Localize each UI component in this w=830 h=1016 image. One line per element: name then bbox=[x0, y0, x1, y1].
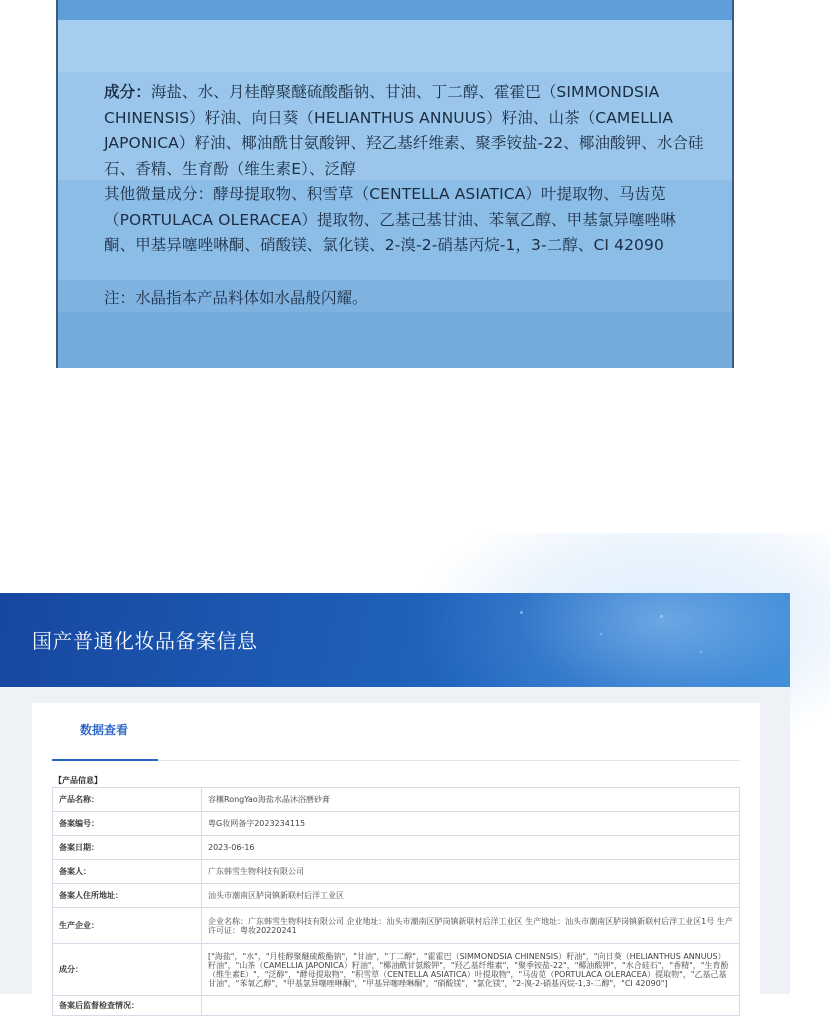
table-row bbox=[53, 860, 740, 884]
row-value: 企业名称：广东韩雪生物科技有限公司 企业地址：汕头市潮南区胪岗镇新联村后洋工业区 生产地址：汕头市潮南区胪岗镇新联村后洋工业区1号 生产许可证：粤妆20220241 bbox=[202, 908, 740, 944]
info-card bbox=[32, 703, 760, 1010]
row-key: 备案后监督检查情况： bbox=[53, 996, 202, 1016]
section-title: 【产品信息】 bbox=[54, 776, 102, 785]
panel-band bbox=[58, 312, 732, 368]
ingredients-main-text: 海盐、水、月桂醇聚醚硫酸酯钠、甘油、丁二醇、霍霍巴（SIMMONDSIA CHINENSIS）籽油、向日葵（HELIANTHUS ANNUUS）籽油、山茶（CAMELLIA JAPONICA）籽油、椰油酰甘氨酸钾、羟乙基纤维素、聚季铵盐-22、椰油酸钾、水合硅石、香精、生育酚（维生素E）、泛醇 bbox=[104, 83, 704, 178]
row-key: 产品名称： bbox=[53, 788, 202, 812]
row-key: 备案人： bbox=[53, 860, 202, 884]
row-value bbox=[202, 996, 740, 1016]
row-value: 2023-06-16 bbox=[202, 836, 740, 860]
row-key: 备案人住所地址： bbox=[53, 884, 202, 908]
table-row bbox=[53, 996, 740, 1016]
ingredients-trace-text: 其他微量成分：酵母提取物、积雪草（CENTELLA ASIATICA）叶提取物、马齿苋（PORTULACA OLERACEA）提取物、乙基己基甘油、苯氧乙醇、甲基氯异噻唑啉酮、甲基异噻唑啉酮、硝酸镁、氯化镁、2-溴-2-硝基丙烷-1，3-二醇、CI 42090 bbox=[104, 185, 676, 254]
tab-active-indicator bbox=[52, 759, 158, 761]
table-row bbox=[53, 812, 740, 836]
registration-body bbox=[0, 687, 790, 1010]
ingredients-text bbox=[104, 80, 704, 259]
table-row bbox=[53, 908, 740, 944]
row-key: 生产企业： bbox=[53, 908, 202, 944]
row-value: 汕头市潮南区胪岗镇新联村后洋工业区 bbox=[202, 884, 740, 908]
panel-top-band-light bbox=[58, 20, 732, 72]
header-dot bbox=[600, 633, 602, 635]
table-row bbox=[53, 836, 740, 860]
row-value: 容穰RongYao海盐水晶沐浴磨砂膏 bbox=[202, 788, 740, 812]
ingredients-note: 注：水晶指本产品料体如水晶般闪耀。 bbox=[104, 289, 368, 307]
row-value: ["海盐"，"水"，"月桂醇聚醚硫酸酯钠"，"甘油"，"丁二醇"，"霍霍巴（SIMMONDSIA CHINENSIS）籽油"，"向日葵（HELIANTHUS ANNUUS）籽油"，"山茶（CAMELLIA JAPONICA）籽油"，"椰油酰甘氨酸钾"，"羟乙基纤维素"，"聚季铵盐-22"，"椰油酸钾"，"水合硅石"，"香精"，"生育酚（维生素E）"，"泛醇"，"酵母提取物"，"积雪草（CENTELLA ASIATICA）叶提取物"，"马齿苋（PORTULACA OLERACEA）提取物"，"乙基己基甘油"，"苯氧乙醇"，"甲基氯异噻唑啉酮"，"甲基异噻唑啉酮"，"硝酸镁"，"氯化镁"，"2-溴-2-硝基丙烷-1,3-二醇"，"CI 42090"] bbox=[202, 944, 740, 996]
table-row bbox=[53, 944, 740, 996]
ingredients-main bbox=[104, 80, 704, 182]
tab-data-view[interactable]: 数据查看 bbox=[80, 723, 129, 737]
row-value: 广东韩雪生物科技有限公司 bbox=[202, 860, 740, 884]
ingredients-panel bbox=[56, 0, 734, 368]
header-dot bbox=[520, 611, 523, 614]
product-info-table bbox=[52, 787, 740, 1016]
row-key: 成分： bbox=[53, 944, 202, 996]
header-dot bbox=[700, 651, 702, 653]
ingredients-lead-label: 成分： bbox=[104, 83, 151, 101]
panel-top-band bbox=[58, 0, 732, 20]
table-row bbox=[53, 788, 740, 812]
registration-header bbox=[0, 593, 790, 687]
row-key: 备案日期： bbox=[53, 836, 202, 860]
table-row bbox=[53, 884, 740, 908]
registration-title: 国产普通化妆品备案信息 bbox=[32, 629, 258, 653]
row-key: 备案编号： bbox=[53, 812, 202, 836]
row-value: 粤G妆网备字2023234115 bbox=[202, 812, 740, 836]
header-dot bbox=[660, 615, 663, 618]
